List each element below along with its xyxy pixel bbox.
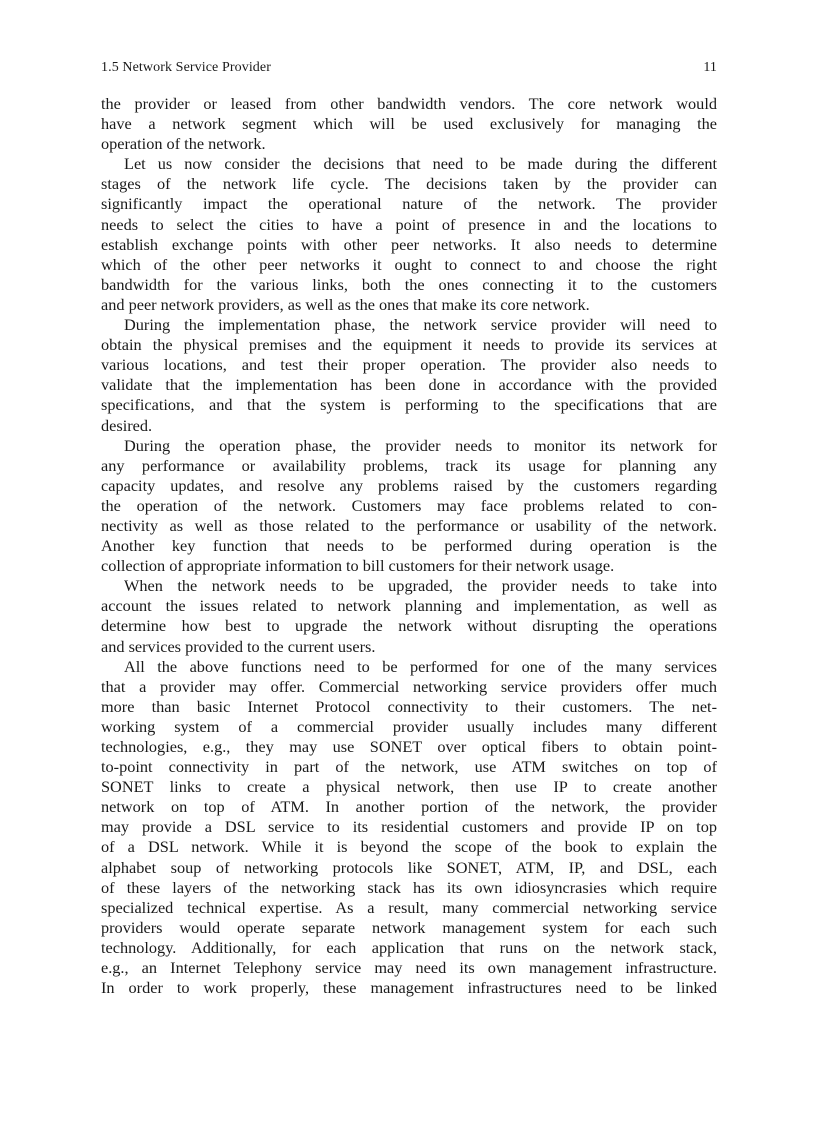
text-line: technology. Additionally, for each application that runs on the network stack, bbox=[101, 937, 717, 957]
text-line: desired. bbox=[101, 415, 153, 435]
text-line: During the operation phase, the provider needs to monitor its network for bbox=[124, 435, 717, 455]
paragraph bbox=[101, 315, 717, 436]
text-line: determine how best to upgrade the network without disrupting the operations bbox=[101, 616, 717, 636]
text-line: more than basic Internet Protocol connectivity to their customers. The net- bbox=[101, 696, 717, 716]
text-line: All the above functions need to be performed for one of the many services bbox=[124, 656, 717, 676]
page-number: 11 bbox=[703, 60, 717, 75]
section-title: 1.5 Network Service Provider bbox=[101, 60, 271, 75]
text-line: which of the other peer networks it ought to connect to and choose the right bbox=[101, 254, 717, 274]
text-line: and peer network providers, as well as the ones that make its core network. bbox=[101, 294, 590, 314]
paragraph bbox=[101, 94, 717, 154]
body-text bbox=[101, 94, 717, 998]
text-line: may provide a DSL service to its residential customers and provide IP on top bbox=[101, 817, 717, 837]
text-line: any performance or availability problems, track its usage for planning any bbox=[101, 455, 717, 475]
text-line: establish exchange points with other peer networks. It also needs to determine bbox=[101, 234, 717, 254]
text-line: bandwidth for the various links, both the ones connecting it to the customers bbox=[101, 274, 717, 294]
text-line: account the issues related to network planning and implementation, as well as bbox=[101, 596, 717, 616]
text-line: stages of the network life cycle. The decisions taken by the provider can bbox=[101, 174, 717, 194]
text-line: e.g., an Internet Telephony service may need its own management infrastructure. bbox=[101, 958, 717, 978]
text-line: collection of appropriate information to bill customers for their network usage. bbox=[101, 556, 615, 576]
text-line: validate that the implementation has been done in accordance with the provided bbox=[101, 375, 717, 395]
text-line: alphabet soup of networking protocols like SONET, ATM, IP, and DSL, each bbox=[101, 857, 717, 877]
text-line: to-point connectivity in part of the network, use ATM switches on top of bbox=[101, 757, 717, 777]
text-line: of a DSL network. While it is beyond the scope of the book to explain the bbox=[101, 837, 717, 857]
text-line: obtain the physical premises and the equipment it needs to provide its services at bbox=[101, 335, 717, 355]
text-line: Let us now consider the decisions that need to be made during the different bbox=[124, 154, 717, 174]
text-line: have a network segment which will be used exclusively for managing the bbox=[101, 114, 717, 134]
text-line: and services provided to the current users. bbox=[101, 636, 376, 656]
running-header bbox=[101, 58, 717, 78]
text-line: technologies, e.g., they may use SONET over optical fibers to obtain point- bbox=[101, 737, 717, 756]
text-line: specifications, and that the system is performing to the specifications that are bbox=[101, 395, 717, 415]
paragraph bbox=[101, 576, 717, 656]
text-line: network on top of ATM. In another portion of the network, the provider bbox=[101, 797, 717, 817]
paragraph bbox=[101, 436, 717, 577]
text-line: SONET links to create a physical network, then use IP to create another bbox=[101, 777, 717, 797]
text-line: various locations, and test their proper operation. The provider also needs to bbox=[101, 355, 717, 375]
text-line: capacity updates, and resolve any problems raised by the customers regarding bbox=[101, 475, 717, 495]
text-line: significantly impact the operational nature of the network. The provider bbox=[101, 194, 717, 214]
text-line: In order to work properly, these management infrastructures need to be linked bbox=[101, 978, 717, 998]
text-line: specialized technical expertise. As a result, many commercial networking service bbox=[101, 897, 717, 917]
text-line: Another key function that needs to be performed during operation is the bbox=[101, 536, 717, 556]
text-line: that a provider may offer. Commercial networking service providers offer much bbox=[101, 676, 717, 696]
text-line: During the implementation phase, the network service provider will need to bbox=[124, 315, 717, 335]
text-line: When the network needs to be upgraded, the provider needs to take into bbox=[124, 576, 717, 596]
text-line: operation of the network. bbox=[101, 134, 266, 154]
text-line: providers would operate separate network management system for each such bbox=[101, 917, 717, 937]
paragraph bbox=[101, 657, 717, 999]
text-line: of these layers of the networking stack has its own idiosyncrasies which require bbox=[101, 877, 717, 897]
paragraph bbox=[101, 154, 717, 315]
text-line: nectivity as well as those related to the performance or usability of the network. bbox=[101, 515, 717, 535]
text-line: working system of a commercial provider usually includes many different bbox=[101, 716, 717, 736]
text-line: the operation of the network. Customers may face problems related to con- bbox=[101, 495, 717, 515]
text-line: the provider or leased from other bandwidth vendors. The core network would bbox=[101, 94, 717, 113]
text-line: needs to select the cities to have a point of presence in and the locations to bbox=[101, 214, 717, 234]
